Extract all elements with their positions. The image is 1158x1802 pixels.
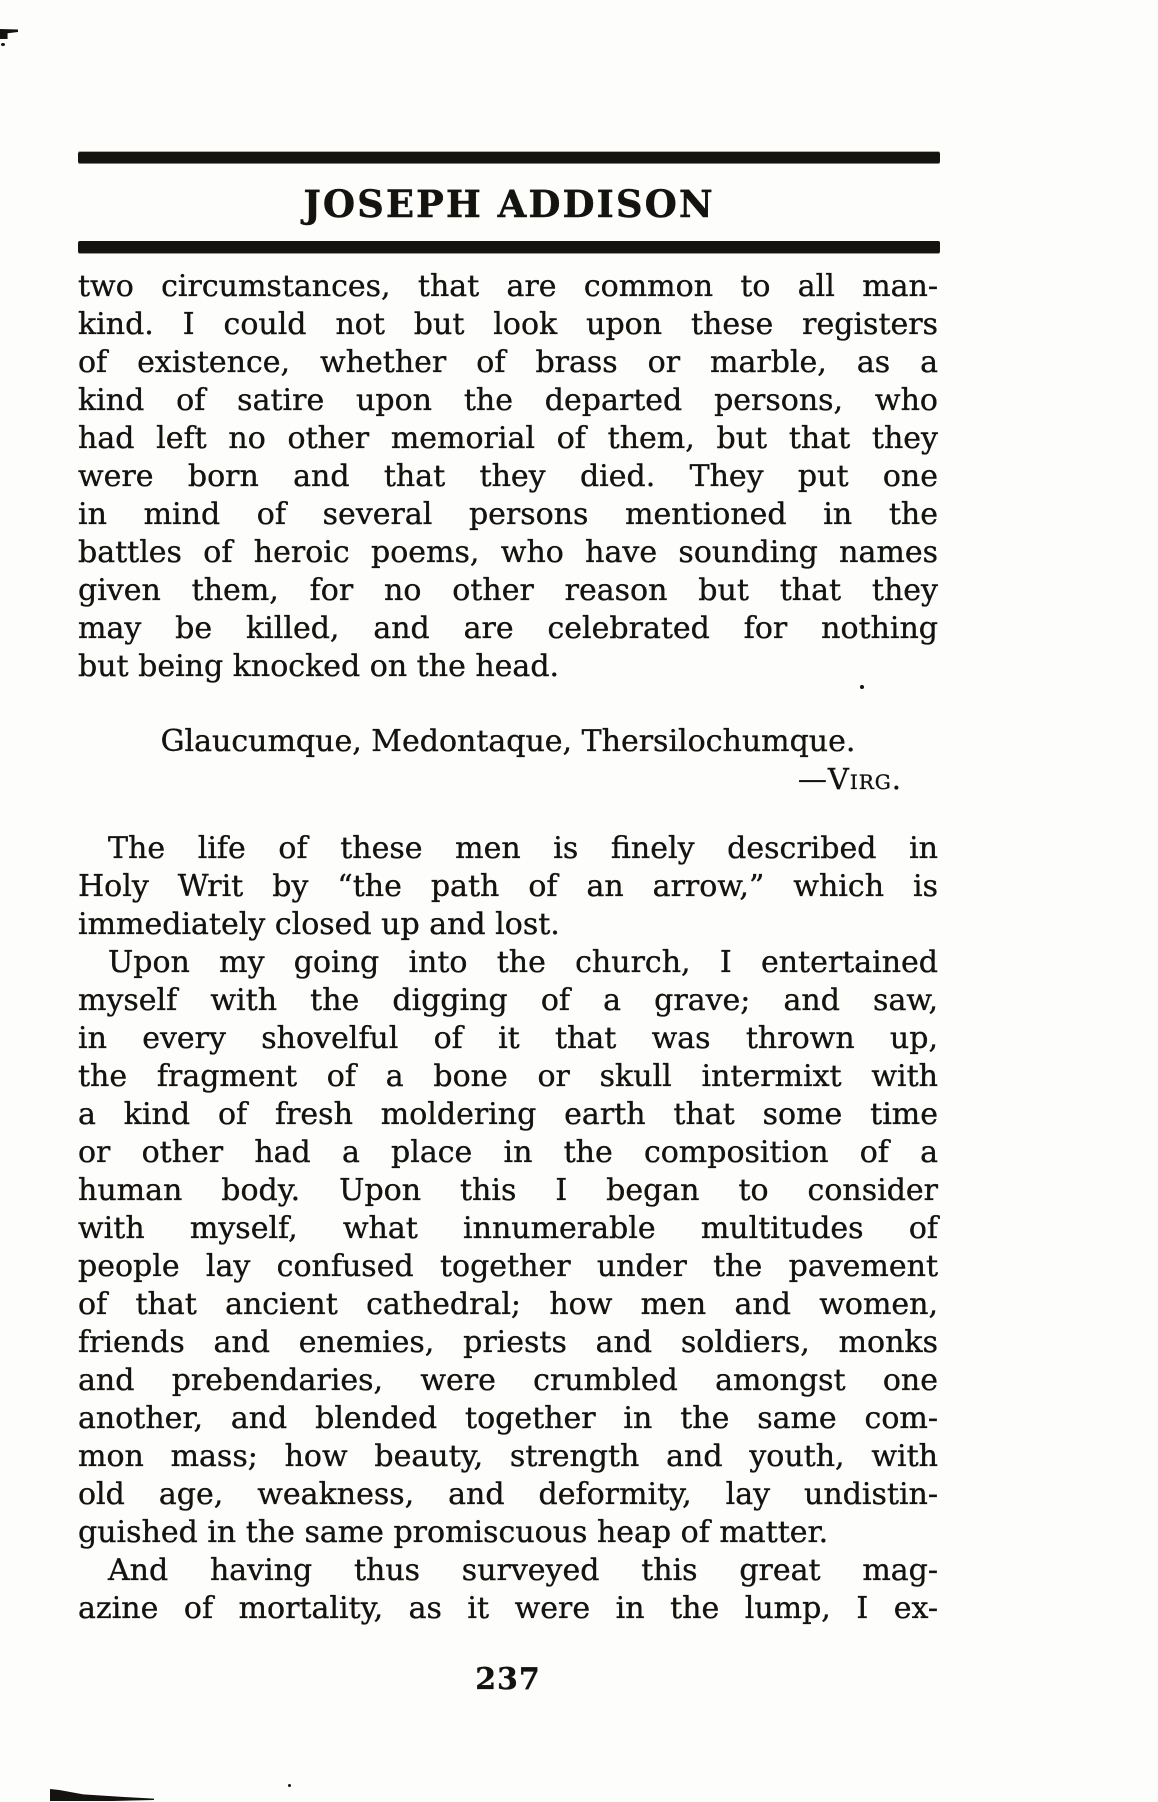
text-line: given them, for no other reason but that they bbox=[78, 573, 938, 608]
ink-speck bbox=[860, 685, 864, 689]
text-line: had left no other memorial of them, but that they bbox=[78, 421, 938, 456]
paragraph-1 bbox=[78, 268, 938, 686]
text-line: myself with the digging of a grave; and saw, bbox=[78, 983, 938, 1018]
text-line: another, and blended together in the same com- bbox=[78, 1401, 938, 1436]
page-number: 237 bbox=[475, 1662, 541, 1697]
text-line: kind of satire upon the departed persons, who bbox=[78, 383, 938, 418]
latin-quote: Glaucumque, Medontaque, Thersilochumque. bbox=[160, 724, 856, 759]
text-line: but being knocked on the head. bbox=[78, 649, 560, 684]
text-line: or other had a place in the composition of a bbox=[78, 1135, 938, 1170]
header-rule-bottom bbox=[78, 241, 940, 253]
text-line: may be killed, and are celebrated for nothing bbox=[78, 611, 938, 646]
scan-artifact-top-left bbox=[0, 29, 18, 39]
text-line: in every shovelful of it that was thrown up, bbox=[78, 1021, 938, 1056]
text-line: human body. Upon this I began to consider bbox=[78, 1173, 938, 1208]
quote-attribution: —Virg. bbox=[797, 762, 902, 796]
text-line: battles of heroic poems, who have sounding names bbox=[78, 535, 938, 570]
text-line: And having thus surveyed this great mag- bbox=[108, 1553, 938, 1588]
paragraph-4 bbox=[78, 1552, 938, 1628]
text-line: of that ancient cathedral; how men and women, bbox=[78, 1287, 938, 1322]
text-line: guished in the same promiscuous heap of matter. bbox=[78, 1515, 829, 1550]
scan-artifact-bottom-left bbox=[50, 1789, 154, 1801]
text-line: of existence, whether of brass or marble, as a bbox=[78, 345, 938, 380]
page-header-title: JOSEPH ADDISON bbox=[303, 182, 715, 226]
text-line: Holy Writ by “the path of an arrow,” which is bbox=[78, 869, 938, 904]
text-line: friends and enemies, priests and soldiers, monks bbox=[78, 1325, 938, 1360]
text-line: immediately closed up and lost. bbox=[78, 907, 560, 942]
text-line: mon mass; how beauty, strength and youth, with bbox=[78, 1439, 938, 1474]
scan-artifact-dot bbox=[1, 43, 5, 46]
header-rule-top bbox=[78, 152, 940, 163]
paragraph-2 bbox=[78, 830, 938, 944]
text-line: were born and that they died. They put one bbox=[78, 459, 938, 494]
text-line: The life of these men is finely described in bbox=[108, 831, 938, 866]
text-line: azine of mortality, as it were in the lump, I ex- bbox=[78, 1591, 938, 1626]
text-line: and prebendaries, were crumbled amongst one bbox=[78, 1363, 938, 1398]
paragraph-3 bbox=[78, 944, 938, 1552]
text-line: two circumstances, that are common to all man- bbox=[78, 269, 938, 304]
text-line: people lay confused together under the pavement bbox=[78, 1249, 938, 1284]
text-line: old age, weakness, and deformity, lay undistin- bbox=[78, 1477, 938, 1512]
body-text bbox=[78, 268, 938, 1696]
text-line: kind. I could not but look upon these registers bbox=[78, 307, 938, 342]
text-line: Upon my going into the church, I entertained bbox=[108, 945, 938, 980]
text-line: the fragment of a bone or skull intermixt with bbox=[78, 1059, 938, 1094]
ink-speck bbox=[288, 1784, 291, 1787]
text-line: a kind of fresh moldering earth that some time bbox=[78, 1097, 938, 1132]
text-line: in mind of several persons mentioned in the bbox=[78, 497, 938, 532]
text-line: with myself, what innumerable multitudes of bbox=[78, 1211, 938, 1246]
